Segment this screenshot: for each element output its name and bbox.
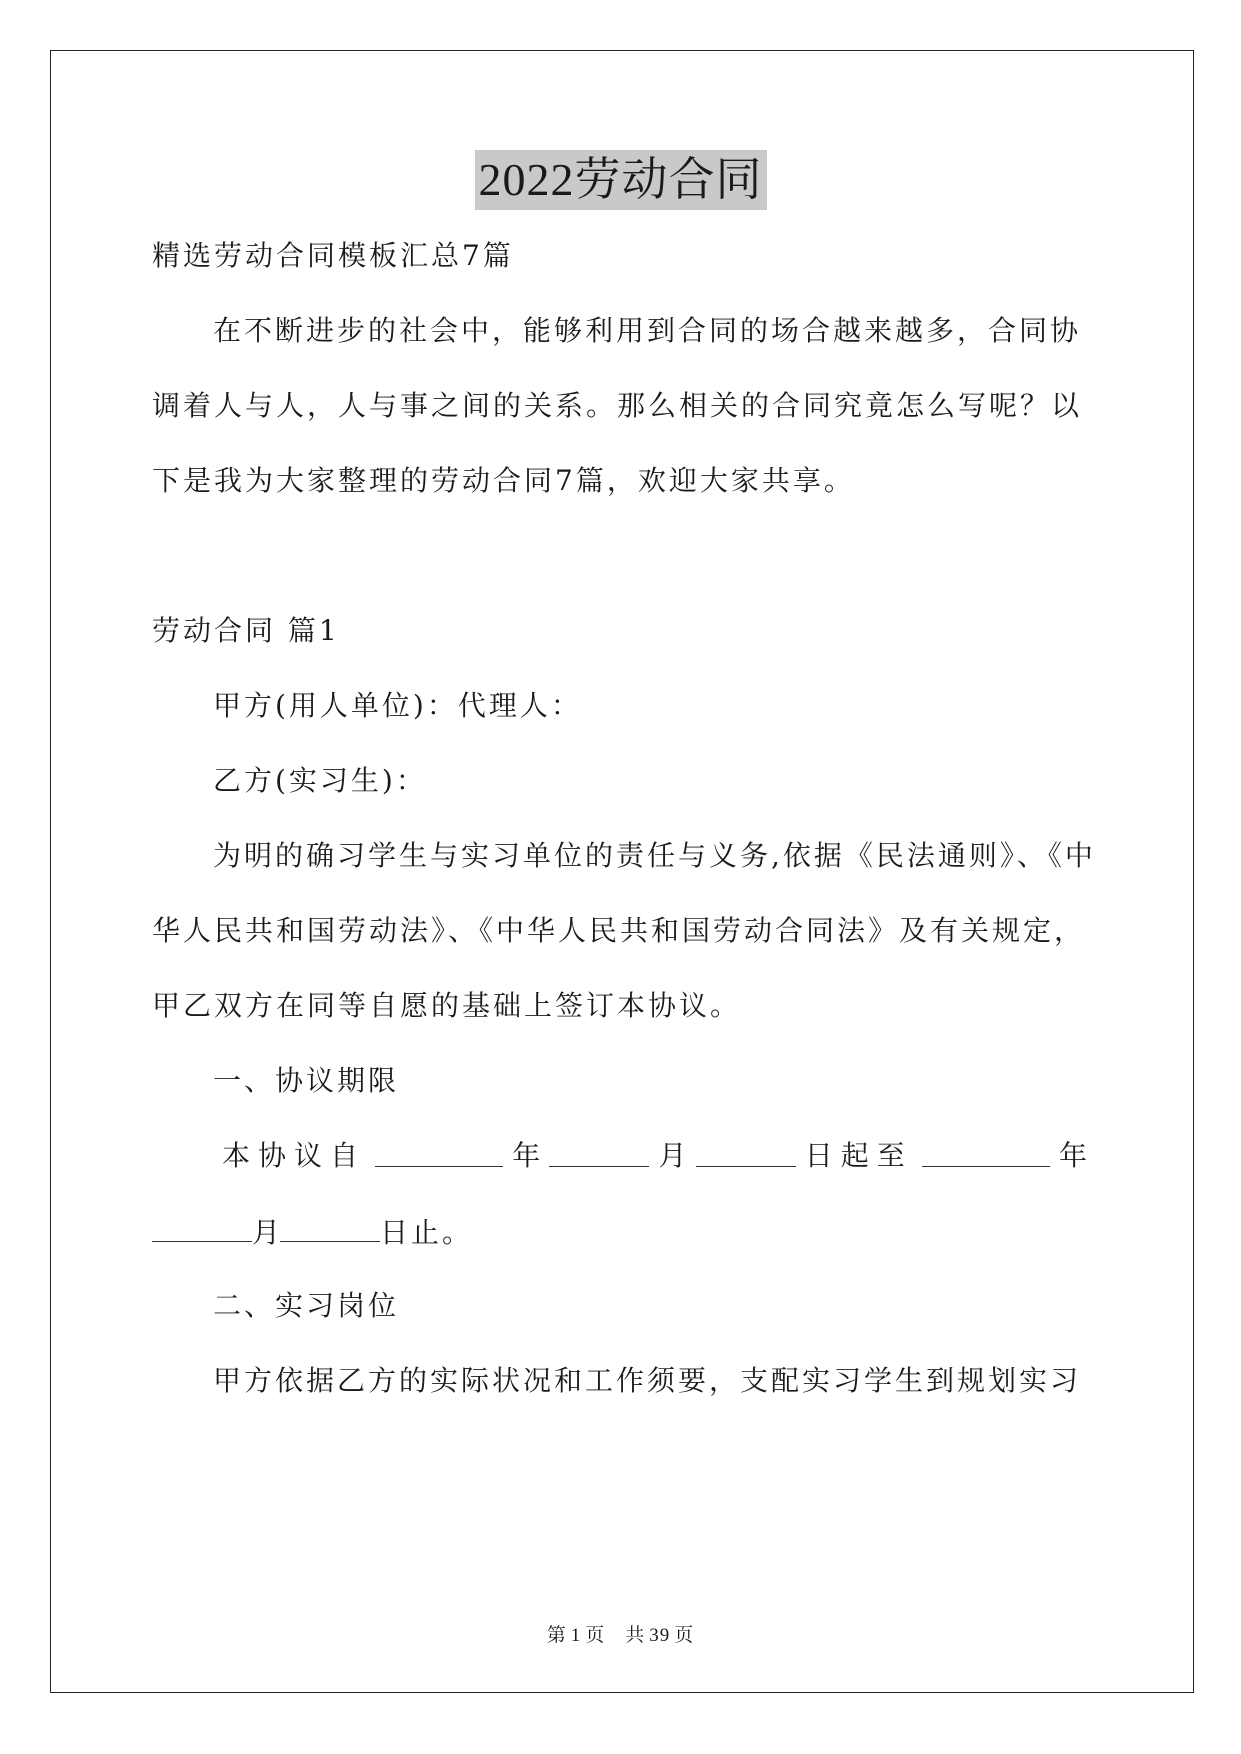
blank-end-month [152,1211,252,1242]
party-a-line: 甲方(用人单位)：代理人： [213,689,582,722]
clause1-date-line-2 [152,1211,1087,1253]
intro-line-2: 调着人与人，人与事之间的关系。那么相关的合同究竟怎么写呢？以 [152,389,1083,422]
date-text-year-2: 年 [1058,1139,1087,1172]
section-heading: 劳动合同 篇1 [152,614,340,647]
date-text-from: 本协议自 [222,1139,367,1172]
blank-start-day [696,1136,796,1167]
blank-start-month [549,1136,649,1167]
page-footer [0,1620,1241,1647]
page-total: 39 [649,1625,671,1646]
purpose-line-3: 甲乙双方在同等自愿的基础上签订本协议。 [152,989,742,1022]
date-text-until: 日起至 [804,1139,913,1172]
clause1-heading: 一、协议期限 [213,1064,400,1097]
title-area [0,150,1241,210]
blank-end-year [922,1136,1050,1167]
page-current: 1 [570,1625,582,1646]
blank-start-year [375,1136,503,1167]
document-title: 2022劳动合同 [475,150,767,210]
intro-line-3: 下是我为大家整理的劳动合同7篇，欢迎大家共享。 [152,464,855,497]
page-label-post: 页 [674,1625,695,1646]
date-text-month-1: 月 [658,1139,687,1172]
purpose-line-2: 华人民共和国劳动法》、《中华人民共和国劳动合同法》及有关规定， [152,914,1086,947]
clause2-heading: 二、实习岗位 [213,1289,400,1322]
date-text-year-1: 年 [512,1139,541,1172]
document-subtitle: 精选劳动合同模板汇总7篇 [152,239,514,272]
date-text-month-2: 月 [252,1216,281,1249]
purpose-line-1: 为明的确习学生与实习单位的责任与义务,依据《民法通则》、《中 [213,839,1096,872]
clause1-date-line-1 [222,1136,1087,1176]
clause2-line-1: 甲方依据乙方的实际状况和工作须要，支配实习学生到规划实习 [213,1364,1082,1397]
blank-end-day [280,1211,380,1242]
date-text-end: 日止。 [380,1216,474,1249]
party-b-line: 乙方(实习生)： [213,764,427,797]
page-label-pre: 第 [546,1625,567,1646]
intro-line-1: 在不断进步的社会中，能够利用到合同的场合越来越多，合同协 [213,314,1082,347]
page-label-mid: 页 共 [585,1625,646,1646]
